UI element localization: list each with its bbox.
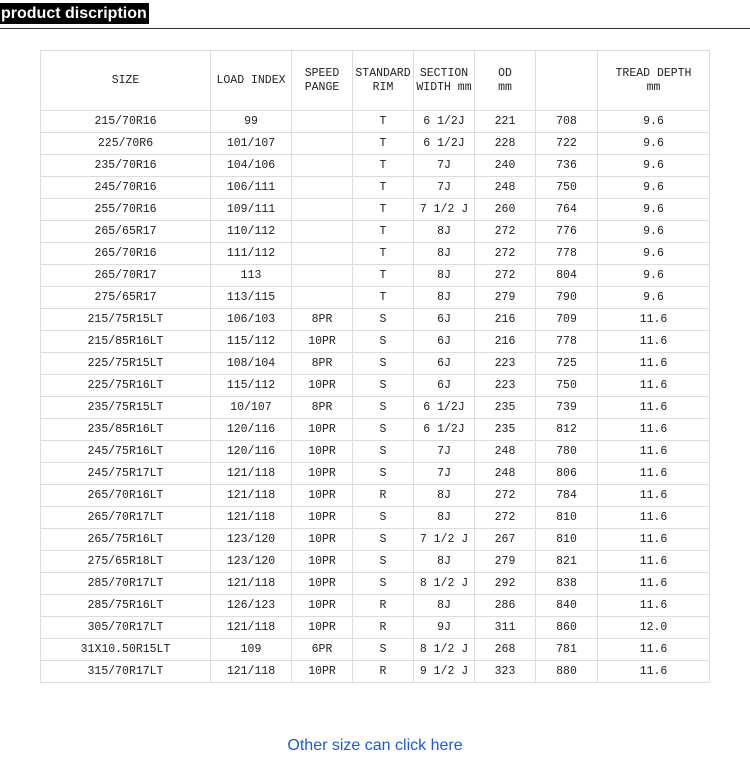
spec-table-container (40, 50, 709, 683)
od-cell: 260 (475, 199, 536, 221)
section-width-cell: 6J (414, 375, 475, 397)
speed-range-cell: 10PR (292, 419, 353, 441)
speed-range-cell: 8PR (292, 397, 353, 419)
standard-rim-cell: S (353, 419, 414, 441)
value-cell: 736 (536, 155, 598, 177)
od-cell: 272 (475, 485, 536, 507)
standard-rim-cell: S (353, 507, 414, 529)
size-cell: 275/65R17 (41, 287, 211, 309)
table-row (41, 155, 710, 177)
size-cell: 31X10.50R15LT (41, 639, 211, 661)
size-cell: 245/75R17LT (41, 463, 211, 485)
speed-range-cell: 8PR (292, 353, 353, 375)
section-width-cell: 8 1/2 J (414, 639, 475, 661)
speed-range-cell (292, 221, 353, 243)
od-cell: 279 (475, 287, 536, 309)
column-header-blank (536, 51, 598, 111)
size-cell: 235/85R16LT (41, 419, 211, 441)
speed-range-cell: 8PR (292, 309, 353, 331)
section-width-cell: 7J (414, 155, 475, 177)
tread-depth-cell: 9.6 (598, 243, 710, 265)
table-row (41, 309, 710, 331)
size-cell: 315/70R17LT (41, 661, 211, 683)
section-width-cell: 8J (414, 507, 475, 529)
standard-rim-cell: S (353, 463, 414, 485)
section-width-cell: 8J (414, 287, 475, 309)
load-index-cell: 121/118 (211, 507, 292, 529)
speed-range-cell: 10PR (292, 595, 353, 617)
table-row (41, 133, 710, 155)
tread-depth-cell: 11.6 (598, 529, 710, 551)
standard-rim-cell: T (353, 199, 414, 221)
speed-range-cell: 10PR (292, 529, 353, 551)
table-row (41, 265, 710, 287)
section-width-cell: 8 1/2 J (414, 573, 475, 595)
value-cell: 722 (536, 133, 598, 155)
table-row (41, 221, 710, 243)
load-index-cell: 109 (211, 639, 292, 661)
standard-rim-cell: T (353, 133, 414, 155)
tread-depth-cell: 11.6 (598, 463, 710, 485)
load-index-cell: 110/112 (211, 221, 292, 243)
section-width-cell: 8J (414, 265, 475, 287)
load-index-cell: 123/120 (211, 551, 292, 573)
section-header (0, 0, 750, 29)
value-cell: 725 (536, 353, 598, 375)
standard-rim-cell: R (353, 485, 414, 507)
size-cell: 225/75R16LT (41, 375, 211, 397)
value-cell: 810 (536, 507, 598, 529)
size-cell: 245/75R16LT (41, 441, 211, 463)
section-width-cell: 6J (414, 331, 475, 353)
size-cell: 235/70R16 (41, 155, 211, 177)
table-row (41, 485, 710, 507)
speed-range-cell (292, 111, 353, 133)
od-cell: 223 (475, 375, 536, 397)
load-index-cell: 101/107 (211, 133, 292, 155)
od-cell: 248 (475, 441, 536, 463)
load-index-cell: 111/112 (211, 243, 292, 265)
standard-rim-cell: T (353, 243, 414, 265)
size-cell: 265/70R16 (41, 243, 211, 265)
tread-depth-cell: 11.6 (598, 353, 710, 375)
speed-range-cell: 10PR (292, 551, 353, 573)
value-cell: 860 (536, 617, 598, 639)
table-row (41, 573, 710, 595)
value-cell: 880 (536, 661, 598, 683)
table-row (41, 507, 710, 529)
load-index-cell: 113/115 (211, 287, 292, 309)
standard-rim-cell: S (353, 397, 414, 419)
table-row (41, 353, 710, 375)
other-size-link[interactable]: Other size can click here (287, 737, 463, 754)
section-width-cell: 6 1/2J (414, 397, 475, 419)
standard-rim-cell: T (353, 155, 414, 177)
standard-rim-cell: S (353, 551, 414, 573)
column-header-size: SIZE (41, 51, 211, 111)
table-row (41, 595, 710, 617)
tread-depth-cell: 11.6 (598, 639, 710, 661)
load-index-cell: 120/116 (211, 441, 292, 463)
table-row (41, 419, 710, 441)
load-index-cell: 121/118 (211, 485, 292, 507)
column-header-od: OD mm (475, 51, 536, 111)
speed-range-cell (292, 243, 353, 265)
standard-rim-cell: S (353, 573, 414, 595)
od-cell: 272 (475, 265, 536, 287)
size-cell: 305/70R17LT (41, 617, 211, 639)
standard-rim-cell: R (353, 595, 414, 617)
table-row (41, 617, 710, 639)
value-cell: 812 (536, 419, 598, 441)
section-title: product discription (1, 5, 147, 22)
tread-depth-cell: 11.6 (598, 661, 710, 683)
column-header-load-index: LOAD INDEX (211, 51, 292, 111)
load-index-cell: 106/111 (211, 177, 292, 199)
value-cell: 739 (536, 397, 598, 419)
value-cell: 806 (536, 463, 598, 485)
tread-depth-cell: 11.6 (598, 485, 710, 507)
tread-depth-cell: 11.6 (598, 375, 710, 397)
section-width-cell: 8J (414, 551, 475, 573)
size-cell: 215/75R15LT (41, 309, 211, 331)
load-index-cell: 113 (211, 265, 292, 287)
tread-depth-cell: 11.6 (598, 507, 710, 529)
table-header-row (41, 51, 710, 111)
tread-depth-cell: 11.6 (598, 419, 710, 441)
standard-rim-cell: S (353, 353, 414, 375)
table-row (41, 199, 710, 221)
tread-depth-cell: 9.6 (598, 287, 710, 309)
section-width-cell: 6J (414, 309, 475, 331)
od-cell: 248 (475, 177, 536, 199)
od-cell: 216 (475, 309, 536, 331)
load-index-cell: 99 (211, 111, 292, 133)
section-width-cell: 8J (414, 485, 475, 507)
column-header-tread-depth: TREAD DEPTH mm (598, 51, 710, 111)
standard-rim-cell: R (353, 661, 414, 683)
od-cell: 272 (475, 507, 536, 529)
table-row (41, 243, 710, 265)
section-width-cell: 9J (414, 617, 475, 639)
tread-depth-cell: 9.6 (598, 221, 710, 243)
section-width-cell: 7J (414, 177, 475, 199)
value-cell: 708 (536, 111, 598, 133)
od-cell: 235 (475, 397, 536, 419)
od-cell: 248 (475, 463, 536, 485)
table-row (41, 529, 710, 551)
od-cell: 311 (475, 617, 536, 639)
load-index-cell: 126/123 (211, 595, 292, 617)
speed-range-cell (292, 265, 353, 287)
size-cell: 265/70R17LT (41, 507, 211, 529)
od-cell: 228 (475, 133, 536, 155)
load-index-cell: 121/118 (211, 573, 292, 595)
od-cell: 240 (475, 155, 536, 177)
od-cell: 323 (475, 661, 536, 683)
od-cell: 279 (475, 551, 536, 573)
table-body (41, 111, 710, 683)
load-index-cell: 10/107 (211, 397, 292, 419)
tread-depth-cell: 9.6 (598, 265, 710, 287)
tread-depth-cell: 9.6 (598, 155, 710, 177)
speed-range-cell: 10PR (292, 463, 353, 485)
tread-depth-cell: 11.6 (598, 595, 710, 617)
table-row (41, 441, 710, 463)
size-cell: 235/75R15LT (41, 397, 211, 419)
table-row (41, 463, 710, 485)
section-width-cell: 8J (414, 243, 475, 265)
size-cell: 245/70R16 (41, 177, 211, 199)
load-index-cell: 109/111 (211, 199, 292, 221)
table-row (41, 177, 710, 199)
value-cell: 750 (536, 177, 598, 199)
tread-depth-cell: 9.6 (598, 133, 710, 155)
tread-depth-cell: 11.6 (598, 441, 710, 463)
load-index-cell: 115/112 (211, 331, 292, 353)
table-row (41, 551, 710, 573)
speed-range-cell: 10PR (292, 661, 353, 683)
speed-range-cell (292, 287, 353, 309)
table-row (41, 111, 710, 133)
speed-range-cell (292, 199, 353, 221)
column-header-section-width: SECTION WIDTH mm (414, 51, 475, 111)
load-index-cell: 108/104 (211, 353, 292, 375)
standard-rim-cell: R (353, 617, 414, 639)
od-cell: 272 (475, 243, 536, 265)
od-cell: 268 (475, 639, 536, 661)
load-index-cell: 123/120 (211, 529, 292, 551)
size-cell: 265/75R16LT (41, 529, 211, 551)
standard-rim-cell: S (353, 309, 414, 331)
column-header-standard-rim: STANDARD RIM (353, 51, 414, 111)
size-cell: 275/65R18LT (41, 551, 211, 573)
table-row (41, 639, 710, 661)
load-index-cell: 121/118 (211, 661, 292, 683)
section-width-cell: 7 1/2 J (414, 199, 475, 221)
value-cell: 784 (536, 485, 598, 507)
section-width-cell: 6 1/2J (414, 133, 475, 155)
section-width-cell: 6J (414, 353, 475, 375)
table-row (41, 287, 710, 309)
tread-depth-cell: 11.6 (598, 551, 710, 573)
od-cell: 286 (475, 595, 536, 617)
speed-range-cell: 10PR (292, 375, 353, 397)
table-row (41, 661, 710, 683)
value-cell: 776 (536, 221, 598, 243)
section-width-cell: 7J (414, 463, 475, 485)
section-width-cell: 6 1/2J (414, 111, 475, 133)
standard-rim-cell: S (353, 331, 414, 353)
speed-range-cell: 10PR (292, 573, 353, 595)
column-header-speed-range: SPEED PANGE (292, 51, 353, 111)
value-cell: 810 (536, 529, 598, 551)
value-cell: 764 (536, 199, 598, 221)
speed-range-cell: 10PR (292, 331, 353, 353)
size-cell: 215/70R16 (41, 111, 211, 133)
standard-rim-cell: T (353, 177, 414, 199)
od-cell: 267 (475, 529, 536, 551)
section-width-cell: 8J (414, 221, 475, 243)
size-cell: 255/70R16 (41, 199, 211, 221)
load-index-cell: 106/103 (211, 309, 292, 331)
load-index-cell: 104/106 (211, 155, 292, 177)
value-cell: 790 (536, 287, 598, 309)
tire-spec-table (40, 50, 710, 683)
od-cell: 223 (475, 353, 536, 375)
speed-range-cell: 6PR (292, 639, 353, 661)
tread-depth-cell: 11.6 (598, 309, 710, 331)
od-cell: 272 (475, 221, 536, 243)
load-index-cell: 121/118 (211, 617, 292, 639)
value-cell: 780 (536, 441, 598, 463)
value-cell: 781 (536, 639, 598, 661)
speed-range-cell (292, 133, 353, 155)
value-cell: 840 (536, 595, 598, 617)
od-cell: 216 (475, 331, 536, 353)
standard-rim-cell: T (353, 265, 414, 287)
standard-rim-cell: T (353, 111, 414, 133)
size-cell: 285/75R16LT (41, 595, 211, 617)
value-cell: 778 (536, 331, 598, 353)
value-cell: 778 (536, 243, 598, 265)
standard-rim-cell: S (353, 441, 414, 463)
size-cell: 225/75R15LT (41, 353, 211, 375)
size-cell: 265/70R17 (41, 265, 211, 287)
tread-depth-cell: 9.6 (598, 199, 710, 221)
section-width-cell: 7 1/2 J (414, 529, 475, 551)
speed-range-cell: 10PR (292, 507, 353, 529)
tread-depth-cell: 9.6 (598, 177, 710, 199)
section-width-cell: 8J (414, 595, 475, 617)
tread-depth-cell: 11.6 (598, 573, 710, 595)
load-index-cell: 121/118 (211, 463, 292, 485)
section-width-cell: 7J (414, 441, 475, 463)
section-width-cell: 6 1/2J (414, 419, 475, 441)
value-cell: 838 (536, 573, 598, 595)
size-cell: 265/70R16LT (41, 485, 211, 507)
size-cell: 265/65R17 (41, 221, 211, 243)
standard-rim-cell: T (353, 221, 414, 243)
value-cell: 709 (536, 309, 598, 331)
speed-range-cell: 10PR (292, 485, 353, 507)
tread-depth-cell: 9.6 (598, 111, 710, 133)
speed-range-cell (292, 177, 353, 199)
standard-rim-cell: S (353, 375, 414, 397)
value-cell: 750 (536, 375, 598, 397)
speed-range-cell (292, 155, 353, 177)
table-row (41, 331, 710, 353)
table-row (41, 397, 710, 419)
size-cell: 285/70R17LT (41, 573, 211, 595)
size-cell: 215/85R16LT (41, 331, 211, 353)
speed-range-cell: 10PR (292, 441, 353, 463)
tread-depth-cell: 11.6 (598, 397, 710, 419)
section-width-cell: 9 1/2 J (414, 661, 475, 683)
od-cell: 235 (475, 419, 536, 441)
standard-rim-cell: S (353, 639, 414, 661)
tread-depth-cell: 12.0 (598, 617, 710, 639)
table-row (41, 375, 710, 397)
od-cell: 292 (475, 573, 536, 595)
standard-rim-cell: T (353, 287, 414, 309)
load-index-cell: 115/112 (211, 375, 292, 397)
standard-rim-cell: S (353, 529, 414, 551)
speed-range-cell: 10PR (292, 617, 353, 639)
value-cell: 821 (536, 551, 598, 573)
od-cell: 221 (475, 111, 536, 133)
size-cell: 225/70R6 (41, 133, 211, 155)
load-index-cell: 120/116 (211, 419, 292, 441)
tread-depth-cell: 11.6 (598, 331, 710, 353)
value-cell: 804 (536, 265, 598, 287)
